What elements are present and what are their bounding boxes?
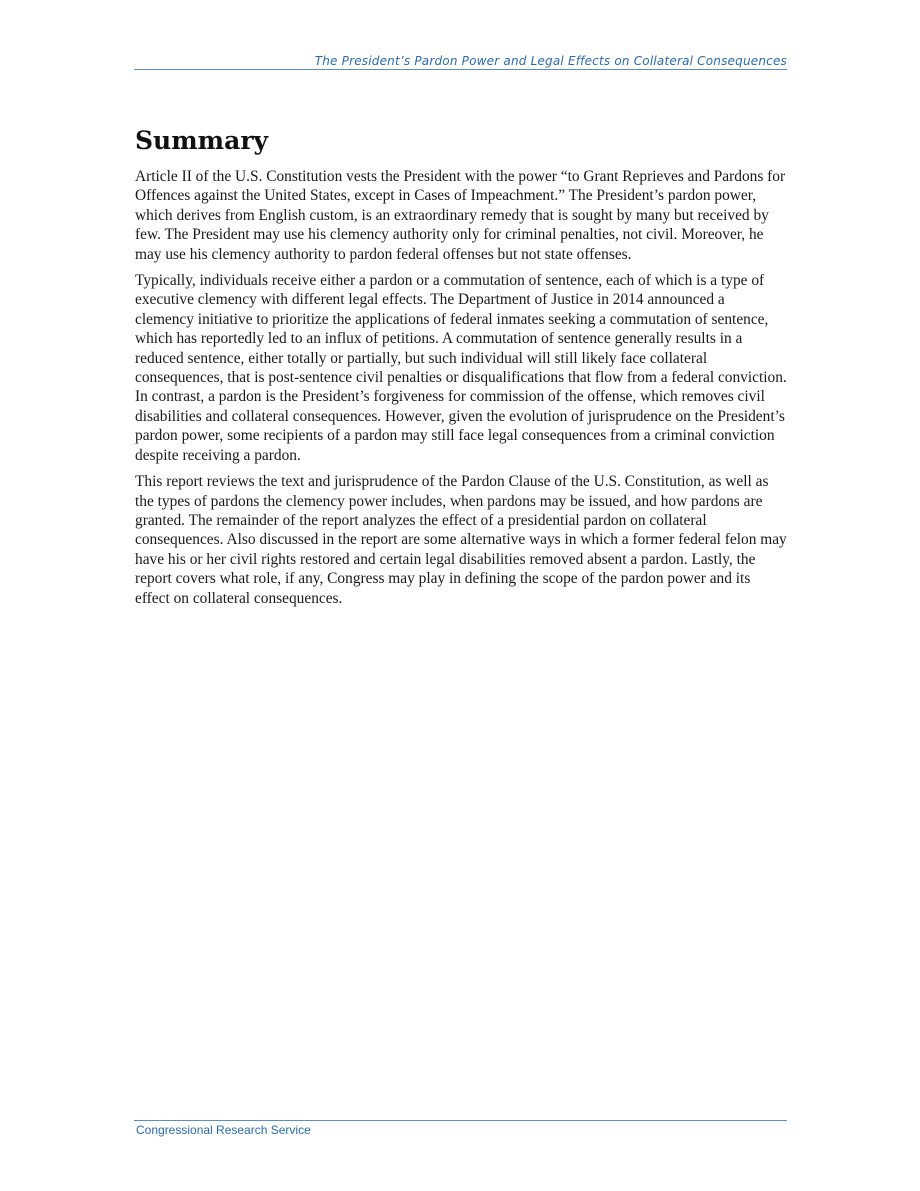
header-divider bbox=[134, 69, 787, 70]
footer-organization: Congressional Research Service bbox=[136, 1123, 311, 1137]
summary-section bbox=[135, 124, 787, 615]
summary-paragraph-2: Typically, individuals receive either a pardon or a commutation of sentence, each of which is a type of executive clemency with different legal effects. The Department of Justice in 2014 announced a clemency initiative to prioritize the applications of federal inmates seeking a commutation of sentence, which has reportedly led to an influx of petitions. A commutation of sentence generally results in a reduced sentence, either totally or partially, but such individual will still likely face collateral consequences, that is post-sentence civil penalties or disqualifications that flow from a federal conviction. In contrast, a pardon is the President’s forgiveness for commission of the offense, which removes civil disabilities and collateral consequences. However, given the evolution of jurisprudence on the President’s pardon power, some recipients of a pardon may still face legal consequences from a criminal conviction despite receiving a pardon. bbox=[135, 272, 787, 464]
running-header-title: The President’s Pardon Power and Legal Effects on Collateral Consequences bbox=[314, 54, 787, 68]
summary-paragraph-3: This report reviews the text and jurisprudence of the Pardon Clause of the U.S. Constitution, as well as the types of pardons the clemency power includes, when pardons may be issued, and how pardons are granted. The remainder of the report analyzes the effect of a presidential pardon on collateral consequences. Also discussed in the report are some alternative ways in which a former federal felon may have his or her civil rights restored and certain legal disabilities removed absent a pardon. Lastly, the report covers what role, if any, Congress may play in defining the scope of the pardon power and its effect on collateral consequences. bbox=[135, 473, 787, 607]
footer-divider bbox=[134, 1120, 787, 1121]
section-title: Summary bbox=[135, 126, 269, 155]
summary-paragraph-1: Article II of the U.S. Constitution vests the President with the power “to Grant Reprieves and Pardons for Offences against the United States, except in Cases of Impeachment.” The President’s pardon power, which derives from English custom, is an extraordinary remedy that is sought by many but received by few. The President may use his clemency authority only for criminal penalties, not civil. Moreover, he may use his clemency authority to pardon federal offenses but not state offenses. bbox=[135, 168, 786, 263]
